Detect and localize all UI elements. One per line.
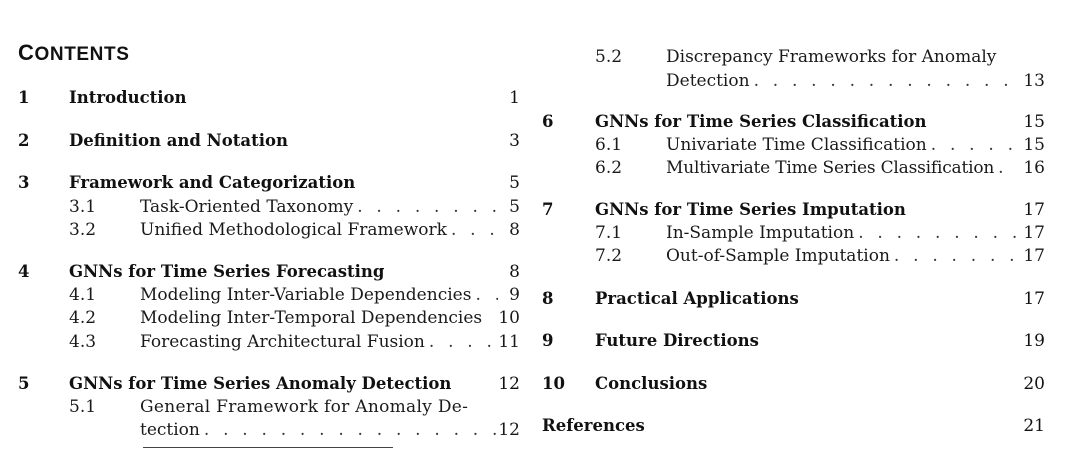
page-number: 17 bbox=[1023, 223, 1045, 243]
toc-entry[interactable] bbox=[542, 330, 1045, 352]
toc-entry[interactable] bbox=[542, 373, 1045, 395]
section-number: 6 bbox=[542, 112, 554, 131]
section-title: Framework and Categorization bbox=[69, 173, 356, 192]
toc-subentry[interactable] bbox=[69, 307, 520, 329]
toc-subentry[interactable] bbox=[69, 219, 520, 241]
section-number: 1 bbox=[18, 88, 30, 107]
section-number: 7 bbox=[542, 200, 554, 219]
subsection-title-line2: Detection bbox=[666, 71, 750, 91]
page-number: 15 bbox=[1023, 112, 1045, 132]
subsection-number: 3.1 bbox=[69, 197, 97, 217]
section-title: References bbox=[542, 416, 645, 435]
section-title: Conclusions bbox=[595, 374, 708, 393]
leader-dots bbox=[204, 419, 498, 441]
leader-dots bbox=[858, 222, 1019, 244]
footnote-rule bbox=[143, 447, 393, 448]
toc-subentry[interactable] bbox=[69, 196, 520, 218]
subsection-title: Task-Oriented Taxonomy bbox=[140, 197, 354, 217]
section-number: 4 bbox=[18, 262, 30, 281]
subsection-number: 4.3 bbox=[69, 332, 97, 352]
page-number: 17 bbox=[1023, 289, 1045, 309]
section-number: 5 bbox=[18, 374, 30, 393]
toc-subentry[interactable] bbox=[595, 245, 1045, 267]
page-number: 13 bbox=[1023, 71, 1045, 91]
page-number: 3 bbox=[509, 131, 520, 151]
subsection-title: Forecasting Architectural Fusion bbox=[140, 332, 425, 352]
leader-dots bbox=[998, 157, 1019, 179]
subsection-number: 7.2 bbox=[595, 246, 623, 266]
toc-subentry[interactable] bbox=[69, 284, 520, 306]
section-title: Future Directions bbox=[595, 331, 759, 350]
subsection-number: 7.1 bbox=[595, 223, 623, 243]
section-title: GNNs for Time Series Classification bbox=[595, 112, 927, 131]
subsection-number: 4.2 bbox=[69, 308, 97, 328]
page-number: 1 bbox=[509, 88, 520, 108]
section-title: GNNs for Time Series Forecasting bbox=[69, 262, 385, 281]
page-number: 12 bbox=[498, 420, 520, 440]
page-number: 8 bbox=[509, 220, 520, 240]
page-number: 12 bbox=[498, 374, 520, 394]
section-title: Introduction bbox=[69, 88, 187, 107]
subsection-title: In-Sample Imputation bbox=[666, 223, 855, 243]
page-number: 8 bbox=[509, 262, 520, 282]
leader-dots bbox=[357, 196, 498, 218]
toc-entry[interactable] bbox=[542, 199, 1045, 221]
page-number: 17 bbox=[1023, 200, 1045, 220]
leader-dots bbox=[894, 245, 1019, 267]
toc-entry[interactable] bbox=[18, 130, 520, 152]
toc-entry[interactable] bbox=[542, 288, 1045, 310]
subsection-number: 5.2 bbox=[595, 47, 623, 67]
subsection-number: 3.2 bbox=[69, 220, 97, 240]
subsection-title-line2: tection bbox=[140, 420, 200, 440]
subsection-title: Modeling Inter-Temporal Dependencies bbox=[140, 308, 483, 328]
toc-subentry[interactable] bbox=[595, 46, 1045, 68]
page-number: 20 bbox=[1023, 374, 1045, 394]
subsection-title: Multivariate Time Series Classification bbox=[666, 158, 995, 178]
subsection-number: 5.1 bbox=[69, 397, 97, 417]
toc-entry[interactable] bbox=[18, 261, 520, 283]
page-number: 5 bbox=[509, 197, 520, 217]
toc-entry[interactable] bbox=[542, 111, 1045, 133]
toc-subentry[interactable] bbox=[595, 222, 1045, 244]
section-title: GNNs for Time Series Anomaly Detection bbox=[69, 374, 452, 393]
page-number: 11 bbox=[498, 332, 520, 352]
subsection-title: Modeling Inter-Variable Dependencies bbox=[140, 285, 472, 305]
subsection-number: 6.2 bbox=[595, 158, 623, 178]
section-title: Practical Applications bbox=[595, 289, 799, 308]
section-number: 8 bbox=[542, 289, 554, 308]
leader-dots bbox=[931, 134, 1019, 156]
subsection-title: Univariate Time Classification bbox=[666, 135, 927, 155]
toc-subentry[interactable] bbox=[69, 396, 520, 418]
page-number: 10 bbox=[498, 308, 520, 328]
toc-subentry-continued[interactable] bbox=[140, 419, 520, 441]
page-number: 17 bbox=[1023, 246, 1045, 266]
toc-subentry-continued[interactable] bbox=[666, 70, 1045, 92]
page-number: 16 bbox=[1023, 158, 1045, 178]
section-number: 3 bbox=[18, 173, 30, 192]
toc-subentry[interactable] bbox=[69, 331, 520, 353]
subsection-title: Out-of-Sample Imputation bbox=[666, 246, 890, 266]
section-number: 10 bbox=[542, 374, 565, 393]
section-title: Definition and Notation bbox=[69, 131, 288, 150]
leader-dots bbox=[429, 331, 498, 353]
page-number: 9 bbox=[509, 285, 520, 305]
toc-entry[interactable] bbox=[18, 172, 520, 194]
section-number: 9 bbox=[542, 331, 554, 350]
toc-entry[interactable] bbox=[18, 87, 520, 109]
toc-entry-references[interactable] bbox=[542, 415, 1045, 437]
subsection-title-line1: General Framework for Anomaly De- bbox=[140, 397, 469, 417]
subsection-number: 4.1 bbox=[69, 285, 97, 305]
subsection-title-line1: Discrepancy Frameworks for Anomaly bbox=[666, 47, 997, 67]
leader-dots bbox=[754, 70, 1019, 92]
subsection-number: 6.1 bbox=[595, 135, 623, 155]
toc-subentry[interactable] bbox=[595, 157, 1045, 179]
subsection-title: Unified Methodological Framework bbox=[140, 220, 447, 240]
toc-entry[interactable] bbox=[18, 373, 520, 395]
page-number: 15 bbox=[1023, 135, 1045, 155]
leader-dots bbox=[451, 219, 498, 241]
section-number: 2 bbox=[18, 131, 30, 150]
page-number: 19 bbox=[1023, 331, 1045, 351]
toc-subentry[interactable] bbox=[595, 134, 1045, 156]
leader-dots bbox=[475, 284, 498, 306]
page-number: 5 bbox=[509, 173, 520, 193]
section-title: GNNs for Time Series Imputation bbox=[595, 200, 906, 219]
page-number: 21 bbox=[1023, 416, 1045, 436]
contents-heading: CONTENTS bbox=[18, 40, 130, 65]
